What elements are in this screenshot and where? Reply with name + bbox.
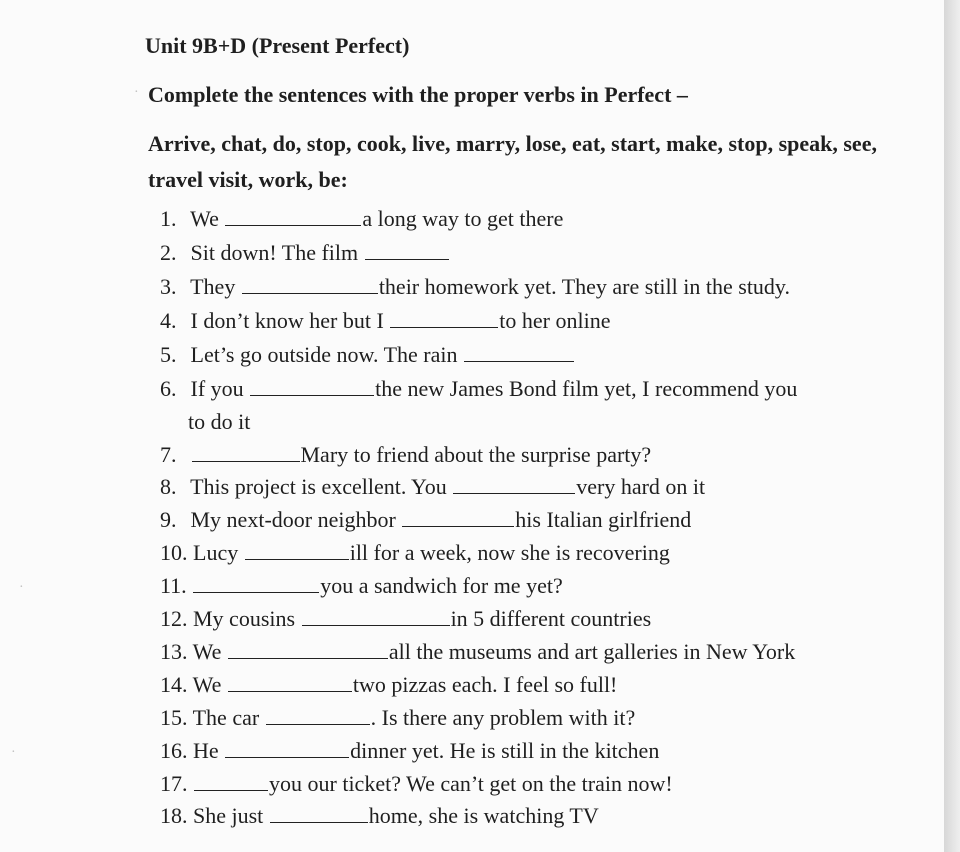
- item-number: 18.: [160, 803, 188, 828]
- answer-blank[interactable]: [194, 771, 268, 791]
- scan-speck: ·: [11, 745, 16, 760]
- item-text-before: If you: [190, 376, 250, 401]
- exercise-item-17: [160, 770, 673, 800]
- answer-blank[interactable]: [250, 376, 374, 396]
- item-number: 15.: [160, 705, 188, 730]
- item-number: 11.: [160, 573, 187, 598]
- verb-bank: Arrive, chat, do, stop, cook, live, marry, lose, eat, start, make, stop, speak, see, travel visit, work, be:: [148, 131, 877, 192]
- answer-blank[interactable]: [228, 672, 352, 692]
- answer-blank[interactable]: [225, 738, 349, 758]
- answer-blank[interactable]: [390, 308, 498, 328]
- item-text-before: My next-door neighbor: [190, 507, 402, 532]
- item-text-before: We: [192, 672, 227, 697]
- item-number: 12.: [160, 606, 188, 631]
- item-number: 9.: [160, 507, 177, 532]
- exercise-item-8: [160, 473, 705, 503]
- item-text-before: I don’t know her but I: [190, 308, 390, 333]
- exercise-item-5: [160, 341, 575, 371]
- exercise-item-9: [160, 506, 691, 536]
- exercise-item-15: [160, 704, 635, 734]
- answer-blank[interactable]: [270, 803, 368, 823]
- item-text-after: dinner yet. He is still in the kitchen: [350, 738, 660, 763]
- item-number: 10.: [160, 540, 188, 565]
- item-number: 16.: [160, 738, 188, 763]
- item-text-after: all the museums and art galleries in New York: [388, 639, 796, 664]
- item-number: 17.: [160, 771, 188, 796]
- item-6-continuation: to do it: [188, 409, 251, 434]
- exercise-item-12: [160, 605, 651, 635]
- exercise-item-3: [160, 273, 790, 303]
- scan-speck: ·: [134, 85, 139, 100]
- exercise-item-7: [160, 441, 651, 471]
- answer-blank[interactable]: [365, 240, 449, 260]
- item-text-after: his Italian girlfriend: [515, 507, 692, 532]
- item-number: 6.: [160, 376, 177, 401]
- exercise-item-18: [160, 802, 599, 832]
- item-number: 2.: [160, 240, 177, 265]
- page-edge-shadow: [944, 0, 960, 852]
- item-text-after: very hard on it: [576, 474, 706, 499]
- exercise-item-14: [160, 671, 617, 701]
- exercise-item-2: [160, 239, 450, 269]
- item-number: 7.: [160, 442, 177, 467]
- exercise-item-11: [160, 572, 563, 602]
- item-text-after: their homework yet. They are still in the study.: [378, 274, 791, 299]
- scan-speck: ·: [19, 580, 24, 595]
- instruction-text: Complete the sentences with the proper verbs in Perfect –: [148, 82, 688, 107]
- item-text-before: The car: [192, 705, 265, 730]
- item-text-before: Let’s go outside now. The rain: [190, 342, 464, 367]
- answer-blank[interactable]: [193, 573, 319, 593]
- item-text-after: you a sandwich for me yet?: [320, 573, 563, 598]
- item-number: 1.: [160, 206, 177, 231]
- item-number: 5.: [160, 342, 177, 367]
- item-text-before: We: [192, 639, 227, 664]
- answer-blank[interactable]: [402, 507, 514, 527]
- item-text-after: a long way to get there: [362, 206, 564, 231]
- item-text-after: in 5 different countries: [450, 606, 652, 631]
- answer-blank[interactable]: [245, 540, 349, 560]
- answer-blank[interactable]: [302, 606, 450, 626]
- item-number: 13.: [160, 639, 188, 664]
- answer-blank[interactable]: [192, 442, 300, 462]
- item-text-after: ill for a week, now she is recovering: [349, 540, 670, 565]
- answer-blank[interactable]: [242, 274, 378, 294]
- exercise-item-16: [160, 737, 659, 767]
- exercise-item-6: [160, 375, 797, 405]
- answer-blank[interactable]: [225, 206, 361, 226]
- item-text-before: Sit down! The film: [190, 240, 364, 265]
- answer-blank[interactable]: [228, 639, 388, 659]
- item-text-after: home, she is watching TV: [368, 803, 599, 828]
- exercise-item-1: [160, 205, 563, 235]
- exercise-item-4: [160, 307, 611, 337]
- item-text-after: . Is there any problem with it?: [370, 705, 636, 730]
- item-number: 8.: [160, 474, 177, 499]
- item-number: 4.: [160, 308, 177, 333]
- item-text-after: two pizzas each. I feel so full!: [352, 672, 618, 697]
- worksheet-title: Unit 9B+D (Present Perfect): [145, 33, 410, 58]
- answer-blank[interactable]: [266, 705, 370, 725]
- item-text-after: to her online: [499, 308, 611, 333]
- item-number: 3.: [160, 274, 177, 299]
- item-text-before: My cousins: [193, 606, 301, 631]
- item-text-before: Lucy: [193, 540, 244, 565]
- item-text-after: Mary to friend about the surprise party?: [300, 442, 652, 467]
- exercise-item-10: [160, 539, 670, 569]
- item-number: 14.: [160, 672, 188, 697]
- item-text-before: She just: [193, 803, 269, 828]
- item-text-before: This project is excellent. You: [190, 474, 453, 499]
- item-text-after: you our ticket? We can’t get on the train now!: [269, 771, 673, 796]
- answer-blank[interactable]: [453, 474, 575, 494]
- item-text-after: the new James Bond film yet, I recommend you: [375, 376, 798, 401]
- exercise-item-13: [160, 638, 795, 668]
- item-text-before: They: [190, 274, 241, 299]
- item-text-before: We: [190, 206, 225, 231]
- item-text-before: He: [193, 738, 225, 763]
- answer-blank[interactable]: [464, 342, 574, 362]
